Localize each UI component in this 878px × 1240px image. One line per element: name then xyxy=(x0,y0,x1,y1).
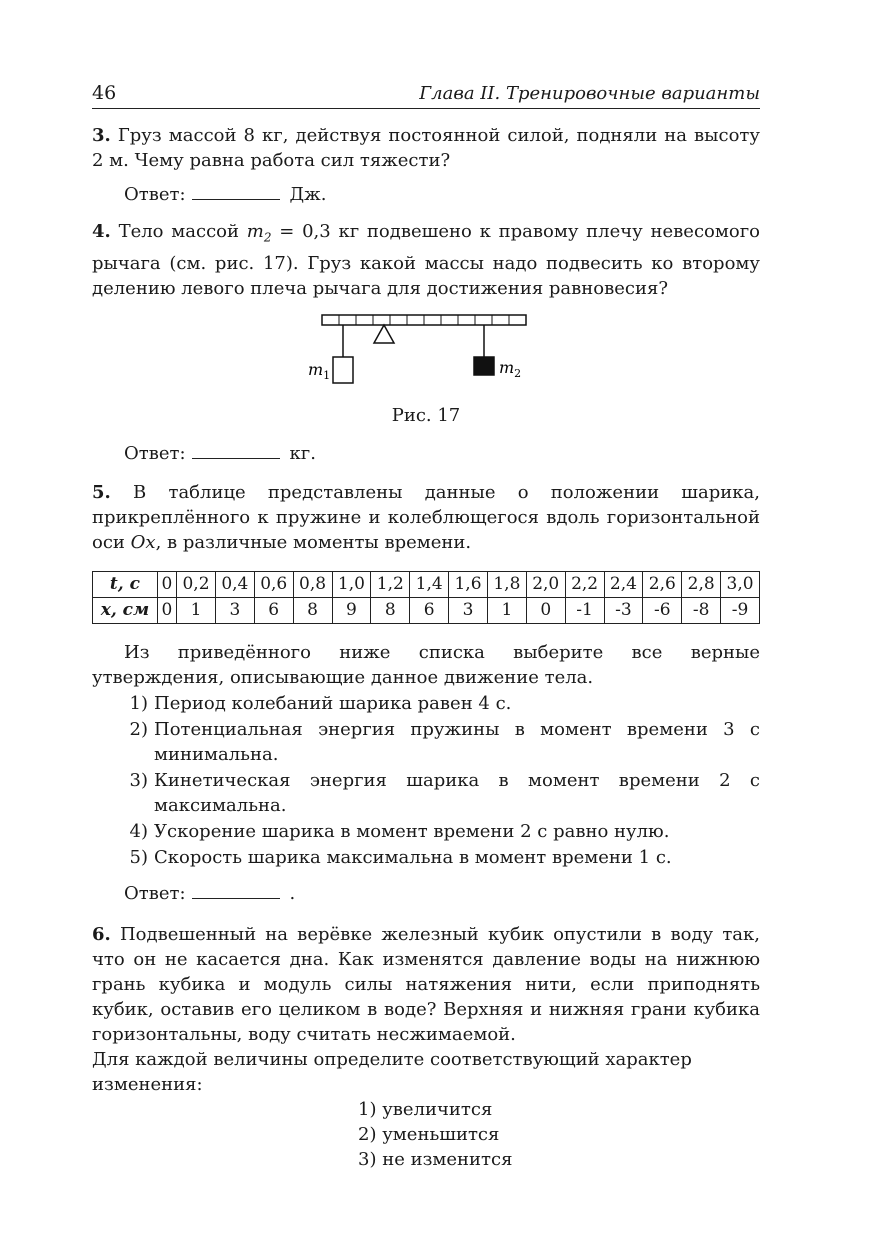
task-4-body-a: Тело массой xyxy=(118,221,239,242)
table-cell: -3 xyxy=(604,597,643,623)
answer-unit: . xyxy=(289,882,296,904)
answer-label: Ответ: xyxy=(124,184,186,205)
task-3-body: Груз массой 8 кг, действуя постоянной силой, подняли на высоту 2 м. Чему равна работа сил тяжести? xyxy=(92,125,760,171)
task-5-options xyxy=(92,691,760,870)
table-cell: 1 xyxy=(177,597,216,623)
task-4-text xyxy=(92,219,760,301)
table-cell: 0,8 xyxy=(293,571,332,597)
table-cell: 2,6 xyxy=(643,571,682,597)
table-cell: 1,6 xyxy=(449,571,488,597)
table-cell: 8 xyxy=(371,597,410,623)
task-3 xyxy=(92,123,760,207)
row-header-position: x, см xyxy=(93,597,158,623)
table-cell: 0,6 xyxy=(254,571,293,597)
row-header-time: t, с xyxy=(93,571,158,597)
table-cell: 0,4 xyxy=(215,571,254,597)
task-6 xyxy=(92,922,760,1172)
task-4-body-b: кг подвешено к правому плечу невесомого рычага (см. рис. 17). Груз какой массы надо подвесить ко второму делению левого плеча рычага для достижения равновесия? xyxy=(92,221,760,299)
task-3-answer xyxy=(124,181,760,207)
axis-label: Ox xyxy=(130,531,156,553)
table-cell: -6 xyxy=(643,597,682,623)
weight-m2 xyxy=(474,357,494,375)
page-number: 46 xyxy=(92,82,117,104)
list-item: 1) увеличится xyxy=(358,1098,493,1120)
answer-blank[interactable] xyxy=(192,181,280,200)
table-row-position xyxy=(93,597,760,623)
figure-17 xyxy=(92,313,760,428)
table-cell: 2,2 xyxy=(565,571,604,597)
table-cell: -1 xyxy=(565,597,604,623)
list-item: 5) Скорость шарика максимальна в момент времени 1 с. xyxy=(129,846,672,868)
task-6-instruction: Для каждой величины определите соответствующий характер изменения: xyxy=(92,1048,692,1095)
table-row-time xyxy=(93,571,760,597)
list-item: 2) Потенциальная энергия пружины в момент времени 3 с минимальна. xyxy=(129,718,760,765)
table-cell: 0 xyxy=(157,597,176,623)
lever-diagram xyxy=(306,313,546,393)
math-value: = 0,3 xyxy=(271,221,331,242)
task-6-number: 6. xyxy=(92,923,111,945)
list-item: 3) Кинетическая энергия шарика в момент времени 2 с максимальна. xyxy=(129,769,760,816)
table-cell: 0 xyxy=(157,571,176,597)
task-5-body-b: , в различные моменты времени. xyxy=(155,531,472,553)
table-cell: 1,8 xyxy=(487,571,526,597)
math-m2: $m_2$ xyxy=(246,221,272,245)
table-cell: 3,0 xyxy=(721,571,760,597)
answer-label: Ответ: xyxy=(124,442,186,464)
table-cell: 0 xyxy=(526,597,565,623)
table-cell: -9 xyxy=(721,597,760,623)
table-cell: 1,2 xyxy=(371,571,410,597)
table-cell: 3 xyxy=(215,597,254,623)
answer-unit: кг. xyxy=(289,442,316,464)
task-5-body-a: В таблице представлены данные о положении шарика, прикреплённого к пружине и колеблющегося вдоль горизонтальной оси xyxy=(92,481,760,553)
chapter-title: Глава II. Тренировочные варианты xyxy=(419,83,760,104)
table-cell: 3 xyxy=(449,597,488,623)
list-item: 3) не изменится xyxy=(358,1148,513,1170)
table-cell: 6 xyxy=(410,597,449,623)
table-cell: 2,4 xyxy=(604,571,643,597)
table-cell: 8 xyxy=(293,597,332,623)
task-4-number: 4. xyxy=(92,221,111,242)
task-6-choices xyxy=(358,1097,760,1172)
answer-unit: Дж. xyxy=(289,184,327,205)
task-6-body: Подвешенный на верёвке железный кубик опустили в воду так, что он не касается дна. Как изменятся давление воды на нижнюю грань кубика и модуль силы натяжения нити, если приподнять кубик, оставив его целиком в воде? Верхняя и нижняя грани кубика горизонтальны, воду считать несжимаемой. xyxy=(92,923,760,1045)
weight-m1 xyxy=(333,357,353,383)
label-m2: $m_2$ xyxy=(499,357,522,380)
answer-label: Ответ: xyxy=(124,882,186,904)
position-table xyxy=(92,571,760,624)
table-cell: 0,2 xyxy=(177,571,216,597)
task-3-text xyxy=(92,123,760,173)
table-cell: 1 xyxy=(487,597,526,623)
table-cell: -8 xyxy=(682,597,721,623)
task-6-text xyxy=(92,922,760,1047)
answer-blank[interactable] xyxy=(192,440,280,459)
label-m1: $m_1$ xyxy=(308,359,331,382)
table-cell: 2,0 xyxy=(526,571,565,597)
task-5-instruction: Из приведённого ниже списка выберите все верные утверждения, описывающие данное движение тела. xyxy=(92,641,760,688)
task-5-number: 5. xyxy=(92,481,111,503)
figure-caption: Рис. 17 xyxy=(391,404,461,426)
table-cell: 1,4 xyxy=(410,571,449,597)
page xyxy=(92,78,760,1172)
task-5-text xyxy=(92,480,760,555)
task-5-answer xyxy=(124,880,760,906)
page-header xyxy=(92,78,760,109)
table-cell: 9 xyxy=(332,597,371,623)
list-item: 2) уменьшится xyxy=(358,1123,500,1145)
task-4 xyxy=(92,219,760,466)
answer-blank[interactable] xyxy=(192,880,280,899)
task-4-answer xyxy=(124,440,760,466)
task-5 xyxy=(92,480,760,906)
pivot xyxy=(374,325,394,343)
task-3-number: 3. xyxy=(92,125,111,146)
list-item: 1) Период колебаний шарика равен 4 с. xyxy=(129,692,512,714)
table-cell: 6 xyxy=(254,597,293,623)
table-cell: 1,0 xyxy=(332,571,371,597)
list-item: 4) Ускорение шарика в момент времени 2 с равно нулю. xyxy=(129,820,670,842)
table-cell: 2,8 xyxy=(682,571,721,597)
